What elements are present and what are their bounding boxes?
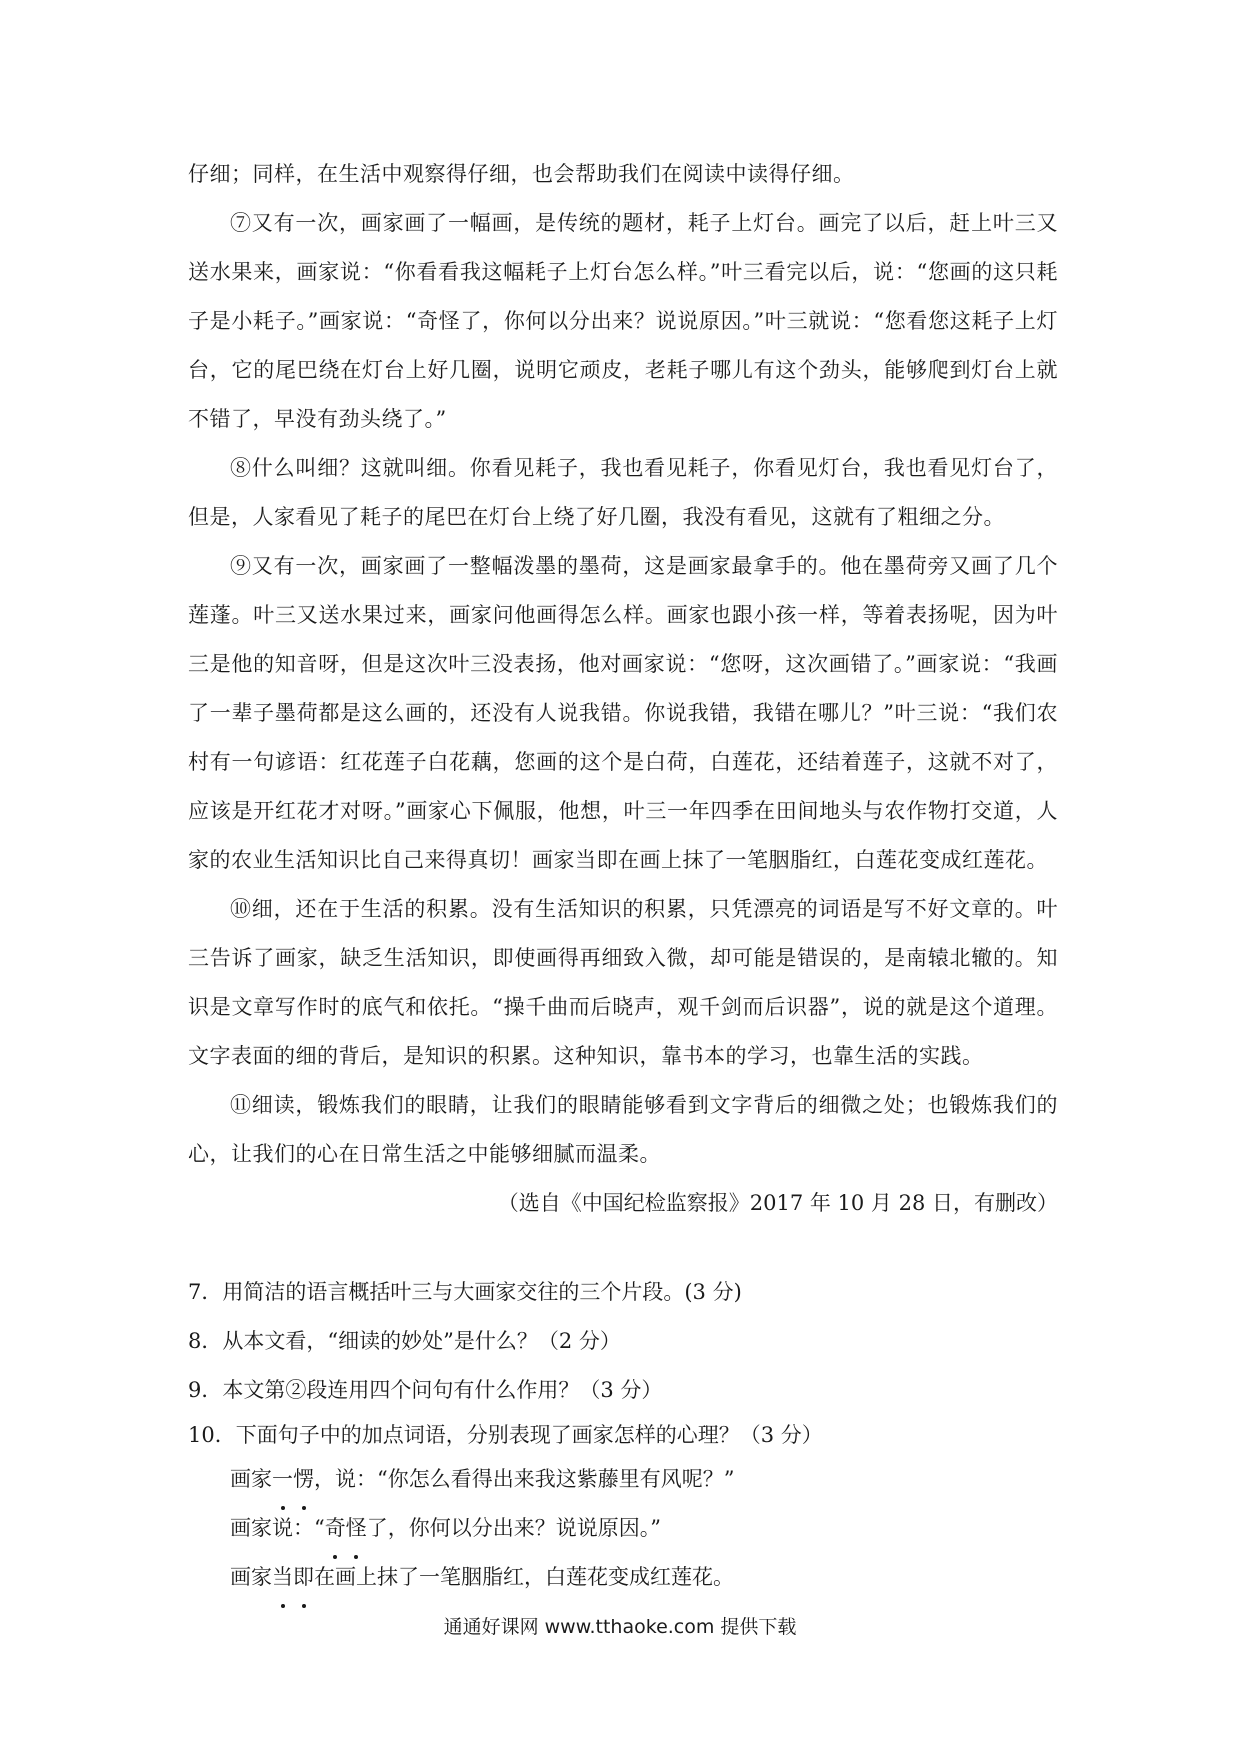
example-text: ，说：“你怎么看得出来我这紫藤里有风呢？”	[314, 1467, 735, 1491]
dotted-word	[272, 1565, 314, 1589]
example-sentence-3	[230, 1553, 1058, 1602]
footer-download-note: 通通好课网 www.tthaoke.com 提供下载	[443, 1616, 797, 1638]
dotted-char: 愣	[293, 1455, 314, 1504]
question-9: 9．本文第②段连用四个问句有什么作用？（3 分）	[188, 1378, 663, 1402]
question-8: 8．从本文看，“细读的妙处”是什么？（2 分）	[188, 1329, 621, 1353]
dotted-char: 当	[272, 1553, 293, 1602]
dotted-word	[325, 1516, 367, 1540]
example-text: 画家	[230, 1467, 272, 1491]
paragraph-8: ⑧什么叫细？这就叫细。你看见耗子，我也看见耗子，你看见灯台，我也看见灯台了，但是，人家看见了耗子的尾巴在灯台上绕了好几圈，我没有看见，这就有了粗细之分。	[188, 456, 1058, 529]
dotted-char: 奇	[325, 1504, 346, 1553]
example-text: 了，你何以分出来？说说原因。”	[366, 1516, 661, 1540]
example-text: 画家说：“	[230, 1516, 325, 1540]
paragraph-7: ⑦又有一次，画家画了一幅画，是传统的题材，耗子上灯台。画完了以后，赶上叶三又送水果来，画家说：“你看看我这幅耗子上灯台怎么样。”叶三看完以后，说：“您画的这只耗子是小耗子。”画家说：“奇怪了，你何以分出来？说说原因。”叶三就说：“您看您这耗子上灯台，它的尾巴绕在灯台上好几圈，说明它顽皮，老耗子哪儿有这个劲头，能够爬到灯台上就不错了，早没有劲头绕了。”	[188, 211, 1058, 431]
paragraph-11: ⑪细读，锻炼我们的眼睛，让我们的眼睛能够看到文字背后的细微之处；也锻炼我们的心，让我们的心在日常生活之中能够细腻而温柔。	[188, 1093, 1058, 1166]
dotted-char: 即	[293, 1553, 314, 1602]
question-10: 10．下面句子中的加点词语，分别表现了画家怎样的心理？（3 分）	[188, 1423, 823, 1447]
example-text: 画家	[230, 1565, 272, 1589]
question-7: 7．用简洁的语言概括叶三与大画家交往的三个片段。(3 分)	[188, 1280, 742, 1304]
source-citation: （选自《中国纪检监察报》2017 年 10 月 28 日，有删改）	[497, 1191, 1058, 1215]
example-sentence-2	[230, 1504, 1058, 1553]
paragraph-6-continued: 仔细；同样，在生活中观察得仔细，也会帮助我们在阅读中读得仔细。	[188, 162, 855, 186]
paragraph-10: ⑩细，还在于生活的积累。没有生活知识的积累，只凭漂亮的词语是写不好文章的。叶三告诉了画家，缺乏生活知识，即使画得再细致入微，却可能是错误的，是南辕北辙的。知识是文章写作时的底气和依托。“操千曲而后晓声，观千剑而后识器”，说的就是这个道理。文字表面的细的背后，是知识的积累。这种知识，靠书本的学习，也靠生活的实践。	[188, 897, 1058, 1068]
dotted-word	[272, 1467, 314, 1491]
dotted-char: 怪	[346, 1504, 367, 1553]
dotted-char: 一	[272, 1455, 293, 1504]
example-text: 在画上抹了一笔胭脂红，白莲花变成红莲花。	[314, 1565, 734, 1589]
paragraph-9: ⑨又有一次，画家画了一整幅泼墨的墨荷，这是画家最拿手的。他在墨荷旁又画了几个莲蓬。叶三又送水果过来，画家问他画得怎么样。画家也跟小孩一样，等着表扬呢，因为叶三是他的知音呀，但是这次叶三没表扬，他对画家说：“您呀，这次画错了。”画家说：“我画了一辈子墨荷都是这么画的，还没有人说我错。你说我错，我错在哪儿？”叶三说：“我们农村有一句谚语：红花莲子白花藕，您画的这个是白荷，白莲花，还结着莲子，这就不对了，应该是开红花才对呀。”画家心下佩服，他想，叶三一年四季在田间地头与农作物打交道，人家的农业生活知识比自己来得真切！画家当即在画上抹了一笔胭脂红，白莲花变成红莲花。	[188, 554, 1058, 872]
question-list	[188, 1268, 1058, 1602]
article-body	[188, 150, 1058, 1228]
example-sentence-1	[230, 1455, 1058, 1504]
